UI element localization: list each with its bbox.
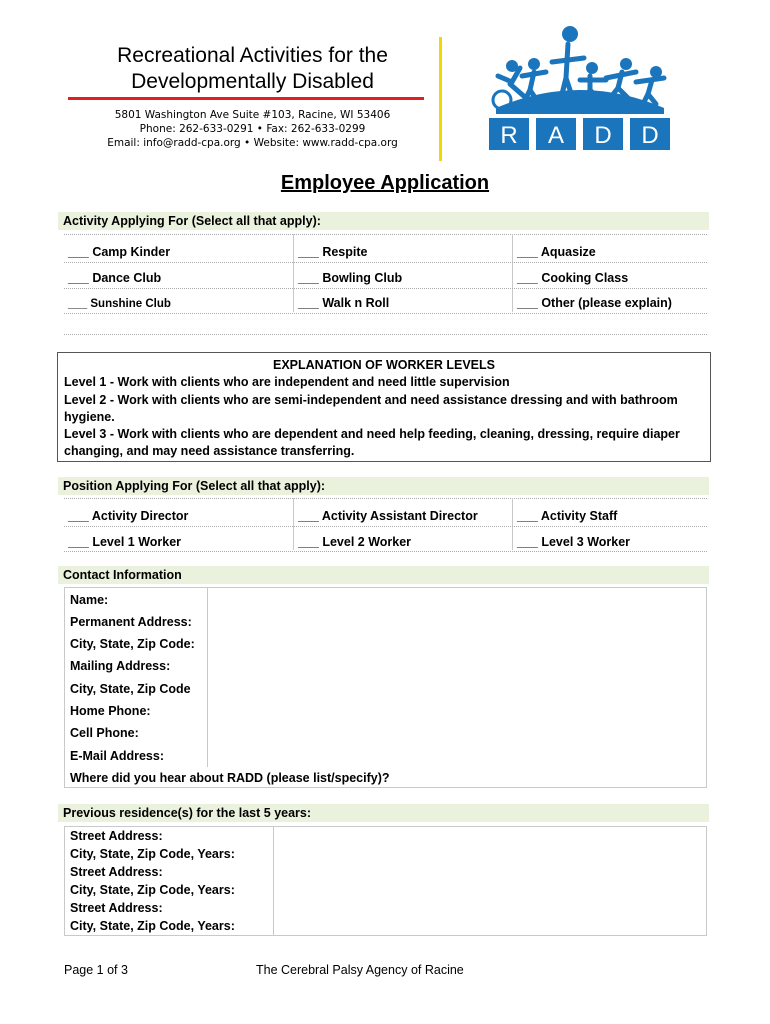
residence-field[interactable]: [274, 827, 706, 935]
mailing-address-label: Mailing Address:: [70, 659, 171, 673]
divider: [64, 498, 707, 499]
activity-option[interactable]: ___ Walk n Roll: [298, 296, 390, 310]
cell-phone-field[interactable]: [208, 721, 706, 743]
radd-logo: [486, 22, 674, 152]
org-name-line2: Developmentally Disabled: [131, 70, 374, 93]
divider: [64, 313, 707, 314]
page-number: Page 1 of 3: [64, 963, 128, 977]
city-state-zip-years-label: City, State, Zip Code, Years:: [70, 919, 235, 933]
position-option[interactable]: ___ Level 1 Worker: [68, 535, 182, 549]
divider: [64, 288, 707, 289]
worker-levels-explanation: [57, 352, 711, 462]
activity-option[interactable]: ___ Aquasize: [517, 245, 596, 259]
email-address-label: E-Mail Address:: [70, 749, 165, 763]
divider: [512, 498, 513, 550]
divider: [512, 234, 513, 312]
position-option[interactable]: ___ Activity Assistant Director: [298, 509, 478, 523]
activity-option[interactable]: ___ Sunshine Club: [68, 298, 171, 310]
mailing-address-field[interactable]: [208, 654, 706, 676]
header-divider-red: [68, 97, 424, 100]
activity-section-header: Activity Applying For (Select all that apply):: [58, 212, 709, 230]
activity-option[interactable]: ___ Bowling Club: [298, 271, 403, 285]
mailing-city-state-zip-field[interactable]: [208, 677, 706, 699]
city-state-zip-years-label: City, State, Zip Code, Years:: [70, 883, 235, 897]
activity-option[interactable]: ___ Cooking Class: [517, 271, 629, 285]
activity-option[interactable]: ___ Camp Kinder: [68, 245, 171, 259]
explanation-line: hygiene.: [64, 409, 115, 424]
divider: [64, 526, 707, 527]
activity-option[interactable]: ___ Dance Club: [68, 271, 162, 285]
divider: [64, 262, 707, 263]
divider: [293, 234, 294, 312]
divider: [64, 551, 707, 552]
org-address: 5801 Washington Ave Suite #103, Racine, WI 53406: [114, 109, 391, 121]
explanation-title: EXPLANATION OF WORKER LEVELS: [273, 358, 495, 372]
svg-text:R: R: [500, 122, 518, 149]
residence-section-header: Previous residence(s) for the last 5 years:: [58, 804, 709, 822]
divider: [293, 498, 294, 550]
city-state-zip-label: City, State, Zip Code:: [70, 637, 195, 651]
activity-option[interactable]: ___ Other (please explain): [517, 296, 672, 310]
position-option[interactable]: ___ Level 3 Worker: [517, 535, 631, 549]
document-title-text: Employee Application: [280, 172, 490, 194]
svg-text:D: D: [594, 122, 612, 149]
org-name: [60, 43, 445, 95]
explanation-line: Level 2 - Work with clients who are semi-independent and need assistance dressing and with bathroom: [64, 392, 678, 407]
divider: [64, 234, 707, 235]
org-name-line1: Recreational Activities for the: [117, 44, 388, 67]
mailing-city-state-zip-label: City, State, Zip Code: [70, 682, 191, 696]
divider: [64, 334, 707, 335]
explanation-line: changing, and may need assistance transferring.: [64, 444, 355, 459]
position-option[interactable]: ___ Level 2 Worker: [298, 535, 412, 549]
permanent-address-field[interactable]: [208, 610, 706, 632]
svg-text:D: D: [641, 122, 659, 149]
activity-option[interactable]: ___ Respite: [298, 245, 368, 259]
explanation-line: Level 3 - Work with clients who are dependent and need help feeding, cleaning, dressing, require diaper: [64, 427, 680, 442]
position-option[interactable]: ___ Activity Director: [68, 509, 189, 523]
street-address-label: Street Address:: [70, 829, 163, 843]
org-email-web: Email: info@radd-cpa.org • Website: www.radd-cpa.org: [107, 137, 398, 149]
name-label: Name:: [70, 593, 109, 607]
permanent-address-label: Permanent Address:: [70, 615, 192, 629]
city-state-zip-years-label: City, State, Zip Code, Years:: [70, 847, 235, 861]
explanation-line: Level 1 - Work with clients who are independent and need little supervision: [64, 375, 510, 390]
city-state-zip-field[interactable]: [208, 632, 706, 654]
svg-text:A: A: [547, 122, 565, 149]
org-phone-fax: Phone: 262-633-0291 • Fax: 262-633-0299: [139, 123, 366, 135]
position-section-header: Position Applying For (Select all that apply):: [58, 477, 709, 495]
home-phone-field[interactable]: [208, 699, 706, 721]
hear-about-label: Where did you hear about RADD (please list/specify)?: [70, 771, 390, 785]
agency-name: The Cerebral Palsy Agency of Racine: [256, 963, 464, 977]
street-address-label: Street Address:: [70, 865, 163, 879]
email-address-field[interactable]: [208, 744, 706, 766]
name-field[interactable]: [208, 588, 706, 610]
document-title: [0, 172, 770, 195]
position-option[interactable]: ___ Activity Staff: [517, 509, 618, 523]
contact-section-header: Contact Information: [58, 566, 709, 584]
radd-logo-graphic: [486, 22, 674, 152]
street-address-label: Street Address:: [70, 901, 163, 915]
cell-phone-label: Cell Phone:: [70, 726, 139, 740]
home-phone-label: Home Phone:: [70, 704, 151, 718]
